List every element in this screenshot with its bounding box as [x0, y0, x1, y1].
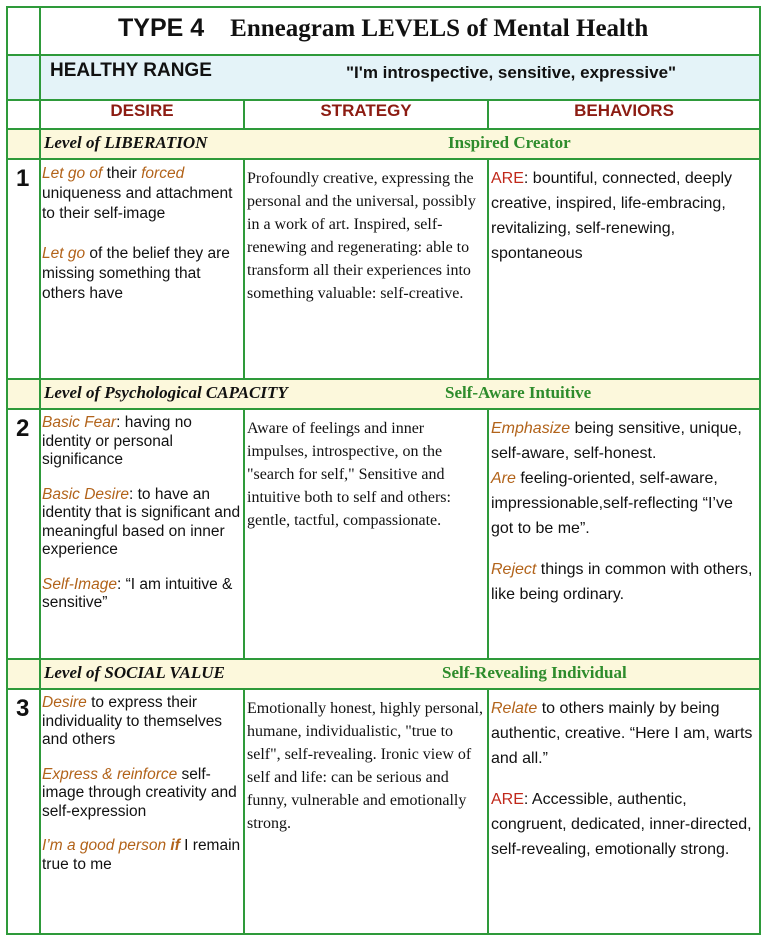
- level-2-title: Level of Psychological CAPACITY: [44, 383, 288, 402]
- level-1-number: 1: [16, 165, 30, 192]
- level-3-title: Level of SOCIAL VALUE: [44, 663, 225, 682]
- level-1-title: Level of LIBERATION: [44, 133, 208, 152]
- title-text: Enneagram LEVELS of Mental Health: [230, 15, 649, 42]
- behavior-paragraph: Are feeling-oriented, self-aware, impressionable,self-reflecting “I’ve got to be me”.: [491, 470, 733, 537]
- grid-line: [8, 54, 759, 56]
- behavior-paragraph: ARE: Accessible, authentic, congruent, dedicated, inner-directed, self-revealing, emotionally strong.: [491, 791, 752, 858]
- behavior-paragraph: Reject things in common with others, like being ordinary.: [491, 561, 753, 603]
- level-3-type-name: Self-Revealing Individual: [442, 663, 627, 682]
- desire-paragraph: Basic Fear: having no identity or personal significance: [42, 414, 192, 468]
- column-header-desire: DESIRE: [110, 101, 174, 120]
- level-1-behaviors: [491, 166, 759, 266]
- grid-line: [8, 158, 759, 160]
- grid-line: [8, 408, 759, 410]
- desire-paragraph: Desire to express their individuality to themselves and others: [42, 694, 223, 748]
- healthy-range-quote: "I'm introspective, sensitive, expressive": [346, 63, 677, 82]
- grid-line: [243, 408, 245, 659]
- enneagram-table: [6, 6, 761, 935]
- type-label: TYPE 4: [118, 14, 205, 42]
- level-3-number: 3: [16, 695, 30, 722]
- grid-line: [8, 128, 759, 130]
- page-title: [118, 14, 648, 43]
- desire-paragraph: Let go of the belief they are missing something that others have: [42, 245, 230, 302]
- behavior-paragraph: ARE: bountiful, connected, deeply creative, inspired, life-embracing, revitalizing, self-renewing, spontaneous: [491, 170, 733, 262]
- grid-line: [487, 408, 489, 659]
- grid-line: [487, 158, 489, 379]
- level-2-behaviors: [491, 416, 759, 607]
- grid-line: [8, 378, 759, 380]
- column-header-strategy: STRATEGY: [320, 101, 412, 120]
- level-3-strategy: Emotionally honest, highly personal, humane, individualistic, "true to self", self-revealing. Ironic view of self and life: can be serious and funny, vulnerable and emotionally strong.: [247, 700, 483, 832]
- grid-line: [243, 158, 245, 379]
- grid-line: [487, 688, 489, 933]
- level-1-desire: [42, 164, 242, 304]
- level-2-type-name: Self-Aware Intuitive: [445, 383, 592, 402]
- behavior-paragraph: Emphasize being sensitive, unique, self-aware, self-honest.: [491, 420, 742, 462]
- healthy-range-label: HEALTHY RANGE: [50, 60, 212, 81]
- grid-line: [243, 688, 245, 933]
- grid-line: [8, 688, 759, 690]
- desire-paragraph: Let go of their forced uniqueness and attachment to their self-image: [42, 165, 233, 222]
- grid-line: [39, 8, 41, 933]
- level-3-desire: [42, 694, 242, 874]
- column-header-behaviors: BEHAVIORS: [574, 101, 674, 120]
- desire-paragraph: I’m a good person if I remain true to me: [42, 837, 241, 873]
- grid-line: [8, 658, 759, 660]
- desire-paragraph: Self-Image: “I am intuitive & sensitive”: [42, 575, 233, 611]
- behavior-paragraph: Relate to others mainly by being authentic, creative. “Here I am, warts and all.”: [491, 700, 753, 767]
- level-1-strategy: Profoundly creative, expressing the personal and the universal, possibly in a work of art. Inspired, self-renewing and regenerating: able to transform all their experiences into something valuable: self-creative.: [247, 170, 476, 302]
- desire-paragraph: Basic Desire: to have an identity that is significant and meaningful based on inner experience: [42, 485, 241, 558]
- level-2-number: 2: [16, 415, 30, 442]
- desire-paragraph: Express & reinforce self-image through creativity and self-expression: [42, 765, 237, 820]
- level-3-behaviors: [491, 696, 759, 862]
- level-2-strategy: Aware of feelings and inner impulses, introspective, on the "search for self," Sensitive and intuitive both to self and others: gentle, tactful, compassionate.: [247, 420, 451, 529]
- level-1-type-name: Inspired Creator: [448, 133, 571, 152]
- level-2-desire: [42, 414, 242, 613]
